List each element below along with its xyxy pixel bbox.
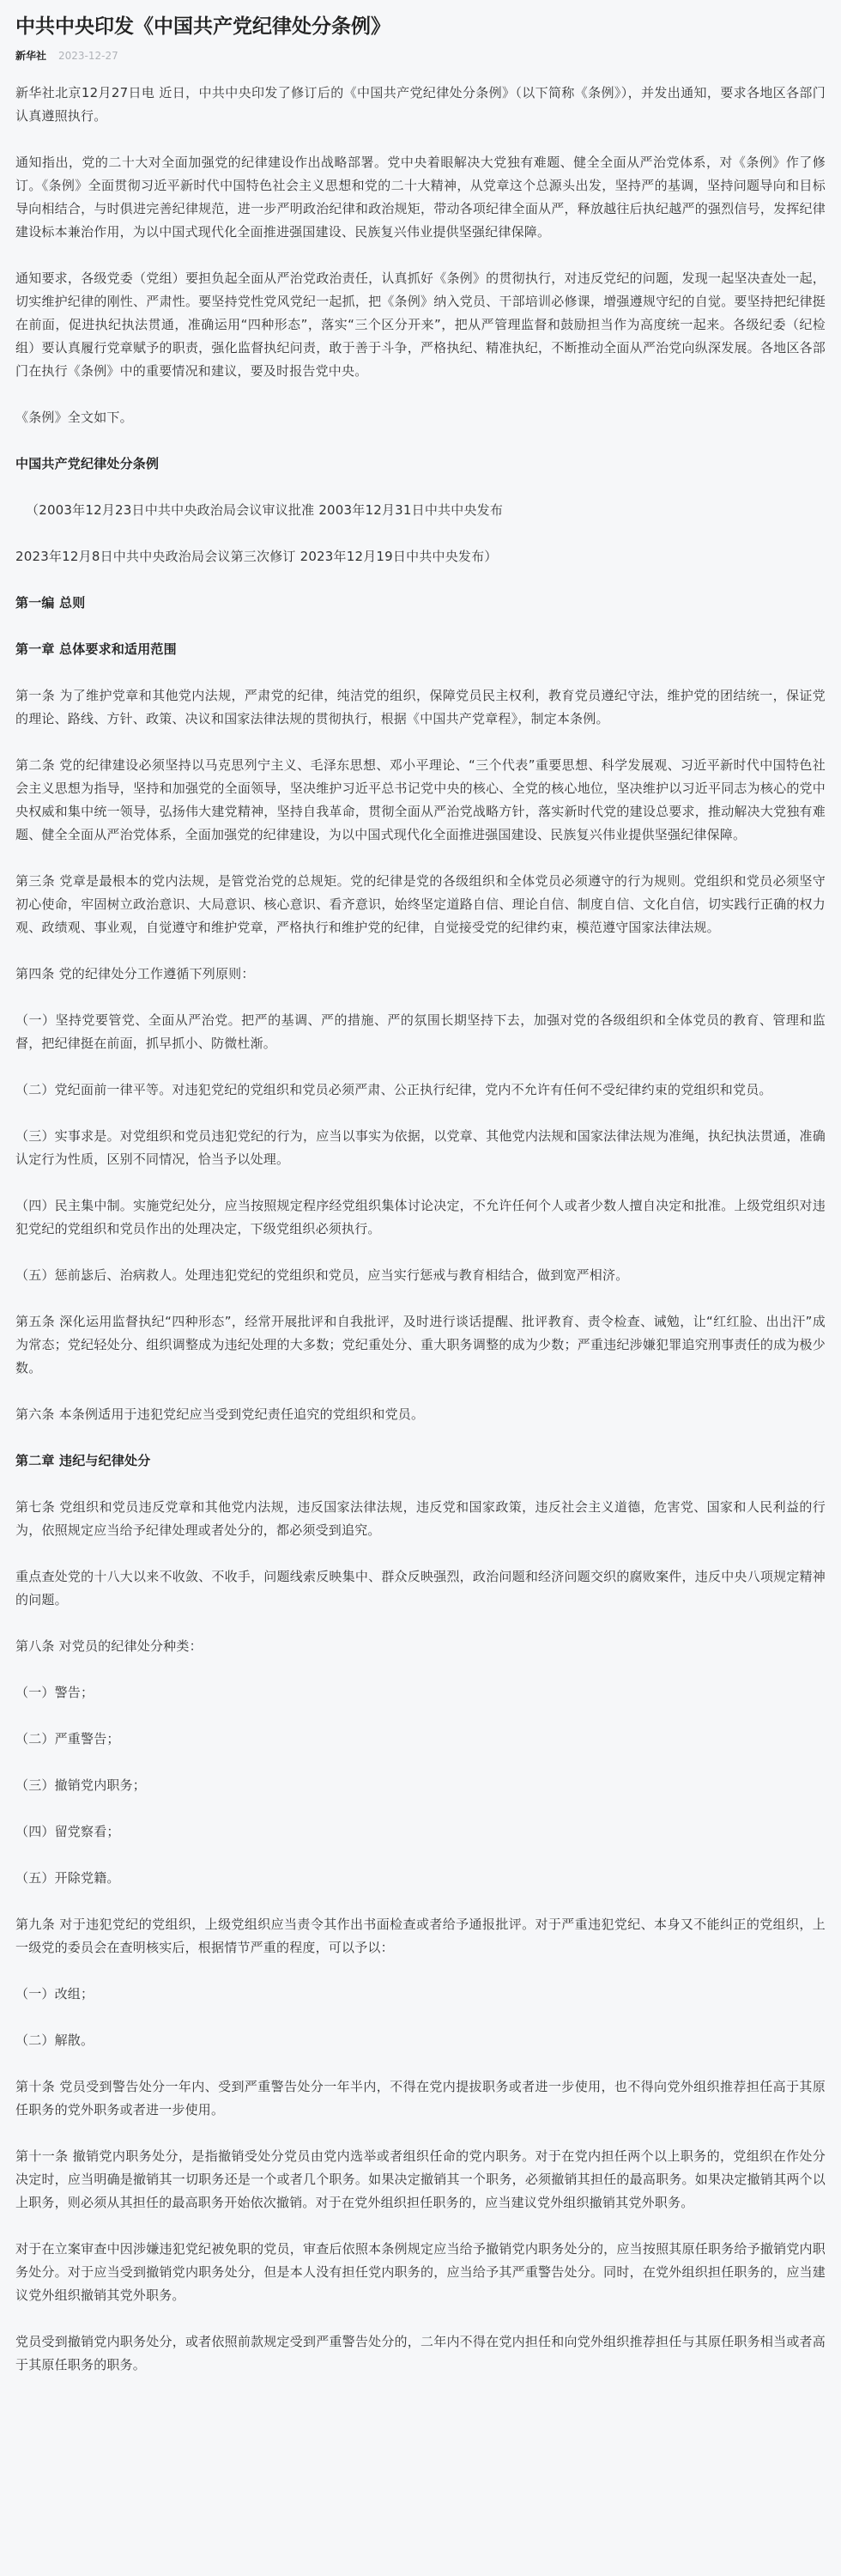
body-paragraph: 第一条 为了维护党章和其他党内法规，严肃党的纪律，纯洁党的组织，保障党员民主权利，教育党员遵纪守法，维护党的团结统一，保证党的理论、路线、方针、政策、决议和国家法律法规的贯彻执行，根据《中国共产党章程》，制定本条例。 xyxy=(15,688,826,726)
body-paragraph: 第四条 党的纪律处分工作遵循下列原则： xyxy=(15,966,255,981)
body-paragraph: 通知指出，党的二十大对全面加强党的纪律建设作出战略部署。党中央着眼解决大党独有难题、健全全面从严治党体系，对《条例》作了修订。《条例》全面贯彻习近平新时代中国特色社会主义思想和党的二十大精神，从党章这个总源头出发，坚持严的基调，坚持问题导向和目标导向相结合，与时俱进完善纪律规范，进一步严明政治纪律和政治规矩，带动各项纪律全面从严，释放越往后执纪越严的强烈信号，发挥纪律建设标本兼治作用，为以中国式现代化全面推进强国建设、民族复兴伟业提供坚强纪律保障。 xyxy=(15,155,826,240)
body-paragraph: 第二条 党的纪律建设必须坚持以马克思列宁主义、毛泽东思想、邓小平理论、“三个代表”重要思想、科学发展观、习近平新时代中国特色社会主义思想为指导，坚持和加强党的全面领导，坚决维护习近平总书记党中央的核心、全党的核心地位，坚决维护以习近平同志为核心的党中央权威和集中统一领导，弘扬伟大建党精神，坚持自我革命，贯彻全面从严治党战略方针，落实新时代党的建设总要求，推动解决大党独有难题、健全全面从严治党体系，全面加强党的纪律建设，为以中国式现代化全面推进强国建设、民族复兴伟业提供坚强纪律保障。 xyxy=(15,757,826,842)
body-paragraph: 第五条 深化运用监督执纪“四种形态”，经常开展批评和自我批评，及时进行谈话提醒、批评教育、责令检查、诫勉，让“红红脸、出出汗”成为常态；党纪轻处分、组织调整成为违纪处理的大多数；党纪重处分、重大职务调整的成为少数；严重违纪涉嫌犯罪追究刑事责任的成为极少数。 xyxy=(15,1314,826,1376)
section-heading: 第一章 总体要求和适用范围 xyxy=(15,641,177,657)
body-paragraph: 第八条 对党员的纪律处分种类： xyxy=(15,1638,203,1654)
body-paragraph: 第六条 本条例适用于违犯党纪应当受到党纪责任追究的党组织和党员。 xyxy=(15,1406,425,1422)
body-paragraph: （一）警告； xyxy=(15,1685,94,1700)
body-paragraph: 新华社北京12月27日电 近日，中共中央印发了修订后的《中国共产党纪律处分条例》（以下简称《条例》），并发出通知，要求各地区各部门认真遵照执行。 xyxy=(15,85,826,124)
body-paragraph: （2003年12月23日中共中央政治局会议审议批准 2003年12月31日中共中央发布 xyxy=(26,502,504,518)
article-date: 2023-12-27 xyxy=(58,49,118,62)
article-meta xyxy=(15,48,826,63)
body-paragraph: （五）惩前毖后、治病救人。处理违犯党纪的党组织和党员，应当实行惩戒与教育相结合，做到宽严相济。 xyxy=(15,1267,629,1283)
body-paragraph: （二）党纪面前一律平等。对违犯党纪的党组织和党员必须严肃、公正执行纪律，党内不允许有任何不受纪律约束的党组织和党员。 xyxy=(15,1082,772,1097)
body-paragraph: （四）民主集中制。实施党纪处分，应当按照规定程序经党组织集体讨论决定，不允许任何个人或者少数人擅自决定和批准。上级党组织对违犯党纪的党组织和党员作出的处理决定，下级党组织必须执行。 xyxy=(15,1198,826,1236)
body-paragraph: （二）严重警告； xyxy=(15,1731,120,1747)
body-paragraph: 党员受到撤销党内职务处分，或者依照前款规定受到严重警告处分的，二年内不得在党内担任和向党外组织推荐担任与其原任职务相当或者高于其原任职务的职务。 xyxy=(15,2334,826,2372)
body-paragraph: （一）改组； xyxy=(15,1986,94,2002)
body-paragraph: 重点查处党的十八大以来不收敛、不收手，问题线索反映集中、群众反映强烈，政治问题和经济问题交织的腐败案件，违反中央八项规定精神的问题。 xyxy=(15,1569,826,1607)
article-title: 中共中央印发《中国共产党纪律处分条例》 xyxy=(15,15,390,38)
article-source: 新华社 xyxy=(15,50,47,62)
body-paragraph: 《条例》全文如下。 xyxy=(15,410,133,425)
body-paragraph: 第三条 党章是最根本的党内法规，是管党治党的总规矩。党的纪律是党的各级组织和全体党员必须遵守的行为规则。党组织和党员必须坚守初心使命，牢固树立政治意识、大局意识、核心意识、看齐意识，始终坚定道路自信、理论自信、制度自信、文化自信，切实践行正确的权力观、政绩观、事业观，自觉遵守和维护党章，严格执行和维护党的纪律，自觉接受党的纪律约束，模范遵守国家法律法规。 xyxy=(15,873,826,935)
section-heading: 中国共产党纪律处分条例 xyxy=(15,456,160,471)
body-paragraph: 2023年12月8日中共中央政治局会议第三次修订 2023年12月19日中共中央发布） xyxy=(15,549,498,564)
body-paragraph: （二）解散。 xyxy=(15,2032,94,2048)
body-paragraph: 对于在立案审查中因涉嫌违犯党纪被免职的党员，审查后依照本条例规定应当给予撤销党内职务处分的，应当按照其原任职务给予撤销党内职务处分。对于应当受到撤销党内职务处分，但是本人没有担任党内职务的，应当给予其严重警告处分。同时，在党外组织担任职务的，应当建议党外组织撤销其党外职务。 xyxy=(15,2241,826,2303)
body-paragraph: （三）实事求是。对党组织和党员违犯党纪的行为，应当以事实为依据，以党章、其他党内法规和国家法律法规为准绳，执纪执法贯通，准确认定行为性质，区别不同情况，恰当予以处理。 xyxy=(15,1128,826,1167)
body-paragraph: （三）撤销党内职务； xyxy=(15,1777,147,1793)
body-paragraph: 第十一条 撤销党内职务处分，是指撤销受处分党员由党内选举或者组织任命的党内职务。对于在党内担任两个以上职务的，党组织在作处分决定时，应当明确是撤销其一切职务还是一个或者几个职务。如果决定撤销其一个职务，必须撤销其担任的最高职务。如果决定撤销其两个以上职务，则必须从其担任的最高职务开始依次撤销。对于在党外组织担任职务的，应当建议党外组织撤销其党外职务。 xyxy=(15,2148,826,2210)
body-paragraph: 通知要求，各级党委（党组）要担负起全面从严治党政治责任，认真抓好《条例》的贯彻执行，对违反党纪的问题，发现一起坚决查处一起，切实维护纪律的刚性、严肃性。要坚持党性党风党纪一起抓，把《条例》纳入党员、干部培训必修课，增强遵规守纪的自觉。要坚持把纪律挺在前面，促进执纪执法贯通，准确运用“四种形态”，落实“三个区分开来”，把从严管理监督和鼓励担当作为高度统一起来。各级纪委（纪检组）要认真履行党章赋予的职责，强化监督执纪问责，敢于善于斗争，严格执纪、精准执纪，不断推动全面从严治党向纵深发展。各地区各部门在执行《条例》中的重要情况和建议，要及时报告党中央。 xyxy=(15,270,826,379)
body-paragraph: （四）留党察看； xyxy=(15,1824,120,1839)
body-paragraph: 第十条 党员受到警告处分一年内、受到严重警告处分一年半内，不得在党内提拔职务或者进一步使用，也不得向党外组织推荐担任高于其原任职务的党外职务或者进一步使用。 xyxy=(15,2079,826,2117)
body-paragraph: 第九条 对于违犯党纪的党组织，上级党组织应当责令其作出书面检查或者给予通报批评。对于严重违犯党纪、本身又不能纠正的党组织，上一级党的委员会在查明核实后，根据情节严重的程度，可以予以： xyxy=(15,1917,826,1955)
section-heading: 第二章 违纪与纪律处分 xyxy=(15,1453,151,1468)
article-body xyxy=(15,82,826,2377)
section-heading: 第一编 总则 xyxy=(15,595,86,611)
body-paragraph: （一）坚持党要管党、全面从严治党。把严的基调、严的措施、严的氛围长期坚持下去，加强对党的各级组织和全体党员的教育、管理和监督，把纪律挺在前面，抓早抓小、防微杜渐。 xyxy=(15,1012,826,1051)
body-paragraph: （五）开除党籍。 xyxy=(15,1870,120,1886)
body-paragraph: 第七条 党组织和党员违反党章和其他党内法规，违反国家法律法规，违反党和国家政策，违反社会主义道德，危害党、国家和人民利益的行为，依照规定应当给予纪律处理或者处分的，都必须受到追究。 xyxy=(15,1499,826,1538)
